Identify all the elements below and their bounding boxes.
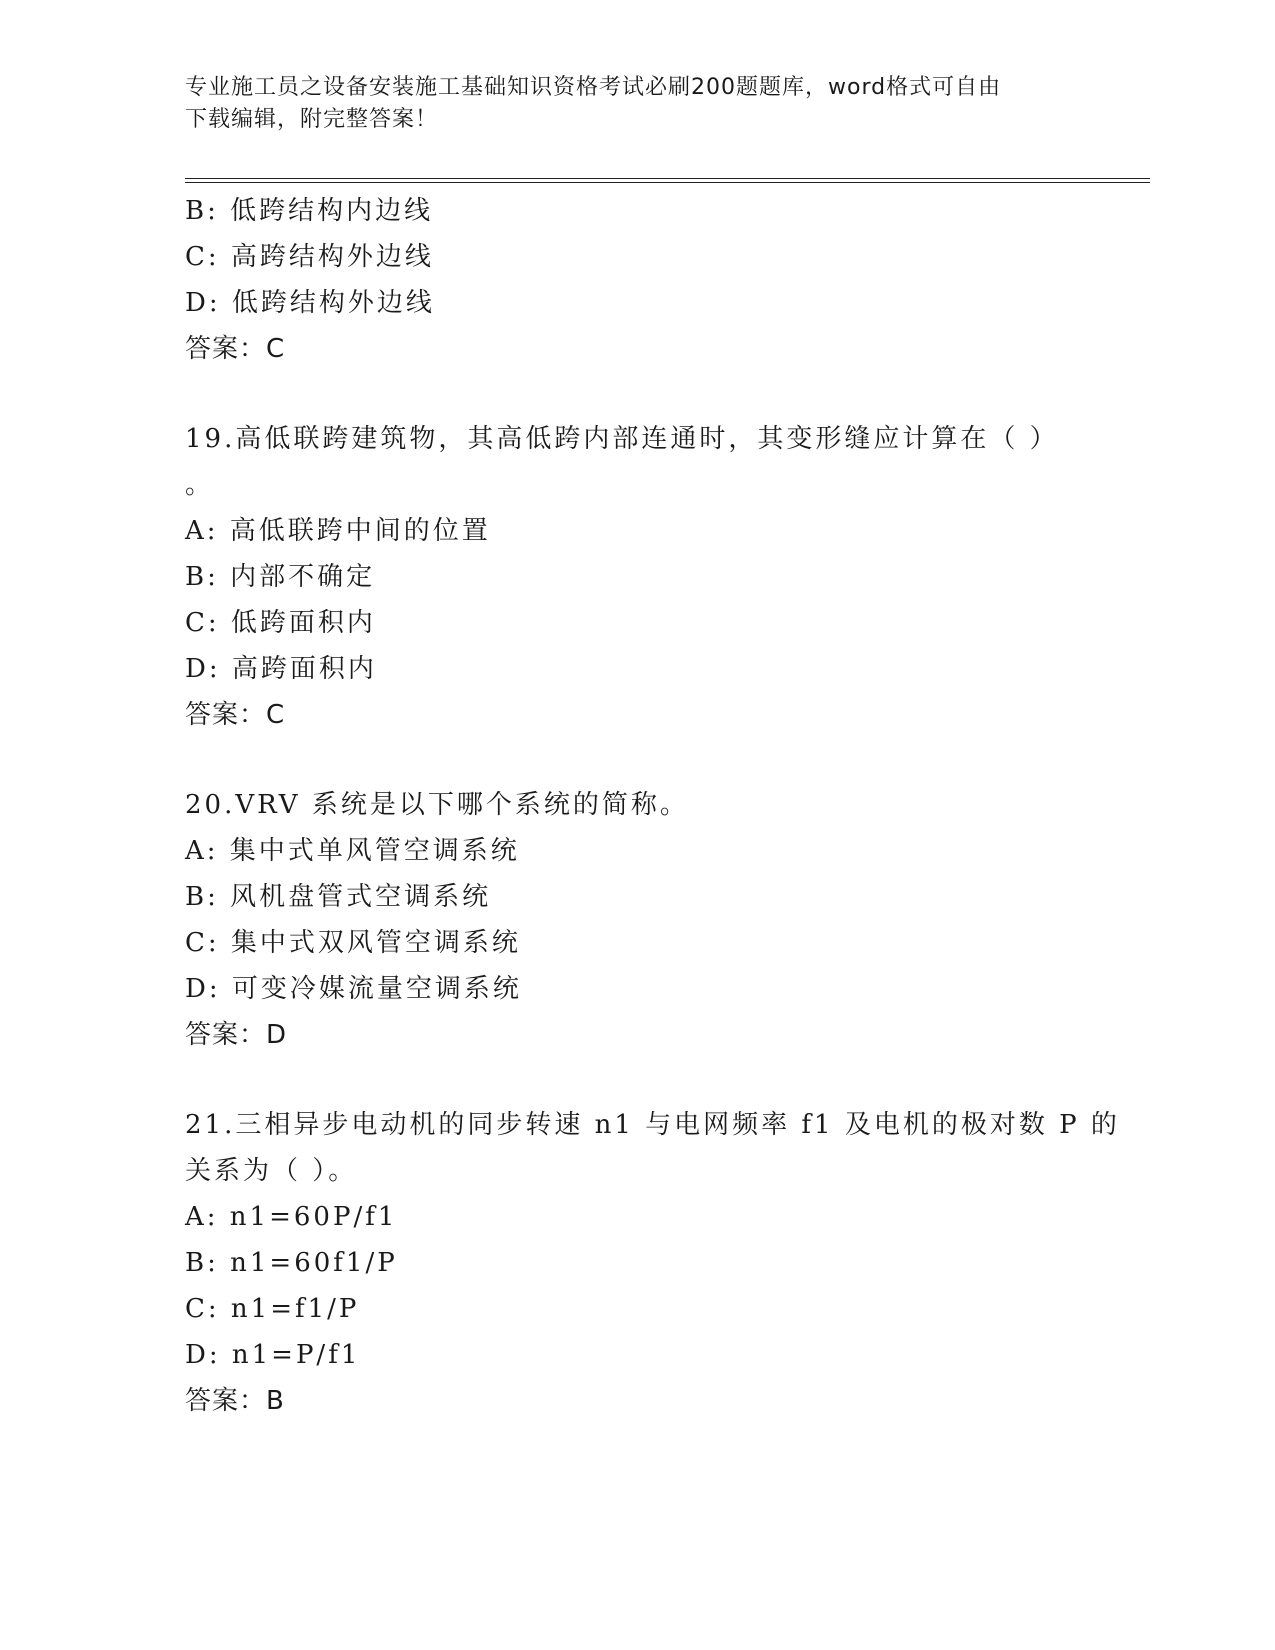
option-b: B: 低跨结构内边线 (185, 196, 434, 226)
question-21 (185, 1102, 1120, 1424)
header-line-2: 下载编辑，附完整答案！ (185, 107, 439, 132)
option-c: C: 高跨结构外边线 (185, 242, 434, 272)
option-d: D: 可变冷媒流量空调系统 (185, 974, 522, 1004)
document-body (185, 188, 1120, 1424)
option-a: A: 高低联跨中间的位置 (185, 516, 491, 546)
option-c: C: 低跨面积内 (185, 608, 376, 638)
option-c: C: n1=f1/P (185, 1294, 360, 1324)
header-divider (185, 178, 1150, 183)
page-header (185, 72, 1085, 136)
question-stem: 19.高低联跨建筑物，其高低跨内部连通时，其变形缝应计算在（ ） (185, 424, 1059, 454)
option-c: C: 集中式双风管空调系统 (185, 928, 521, 958)
option-a: A: n1=60P/f1 (185, 1202, 398, 1232)
answer-line: 答案：C (185, 334, 286, 364)
question-19 (185, 416, 1085, 738)
option-d: D: 高跨面积内 (185, 654, 377, 684)
question-gap (185, 1058, 1085, 1102)
option-d: D: 低跨结构外边线 (185, 288, 435, 318)
answer-line: 答案：D (185, 1020, 288, 1050)
option-a: A: 集中式单风管空调系统 (185, 836, 520, 866)
option-b: B: 内部不确定 (185, 562, 376, 592)
header-line-1: 专业施工员之设备安装施工基础知识资格考试必刷200题题库，word格式可自由 (185, 75, 1002, 100)
question-gap (185, 372, 1085, 416)
option-b: B: n1=60f1/P (185, 1248, 398, 1278)
option-b: B: 风机盘管式空调系统 (185, 882, 492, 912)
answer-line: 答案：B (185, 1386, 285, 1416)
question-18-continued (185, 188, 1085, 372)
question-gap (185, 738, 1085, 782)
question-20 (185, 782, 1085, 1058)
option-d: D: n1=P/f1 (185, 1340, 361, 1370)
answer-line: 答案：C (185, 700, 286, 730)
question-stem-cont: 。 (185, 470, 215, 500)
question-stem-cont: 关系为（ ）。 (185, 1156, 358, 1186)
question-stem: 21.三相异步电动机的同步转速 n1 与电网频率 f1 及电机的极对数 P 的 (185, 1110, 1120, 1140)
question-stem: 20.VRV 系统是以下哪个系统的简称。 (185, 790, 689, 820)
